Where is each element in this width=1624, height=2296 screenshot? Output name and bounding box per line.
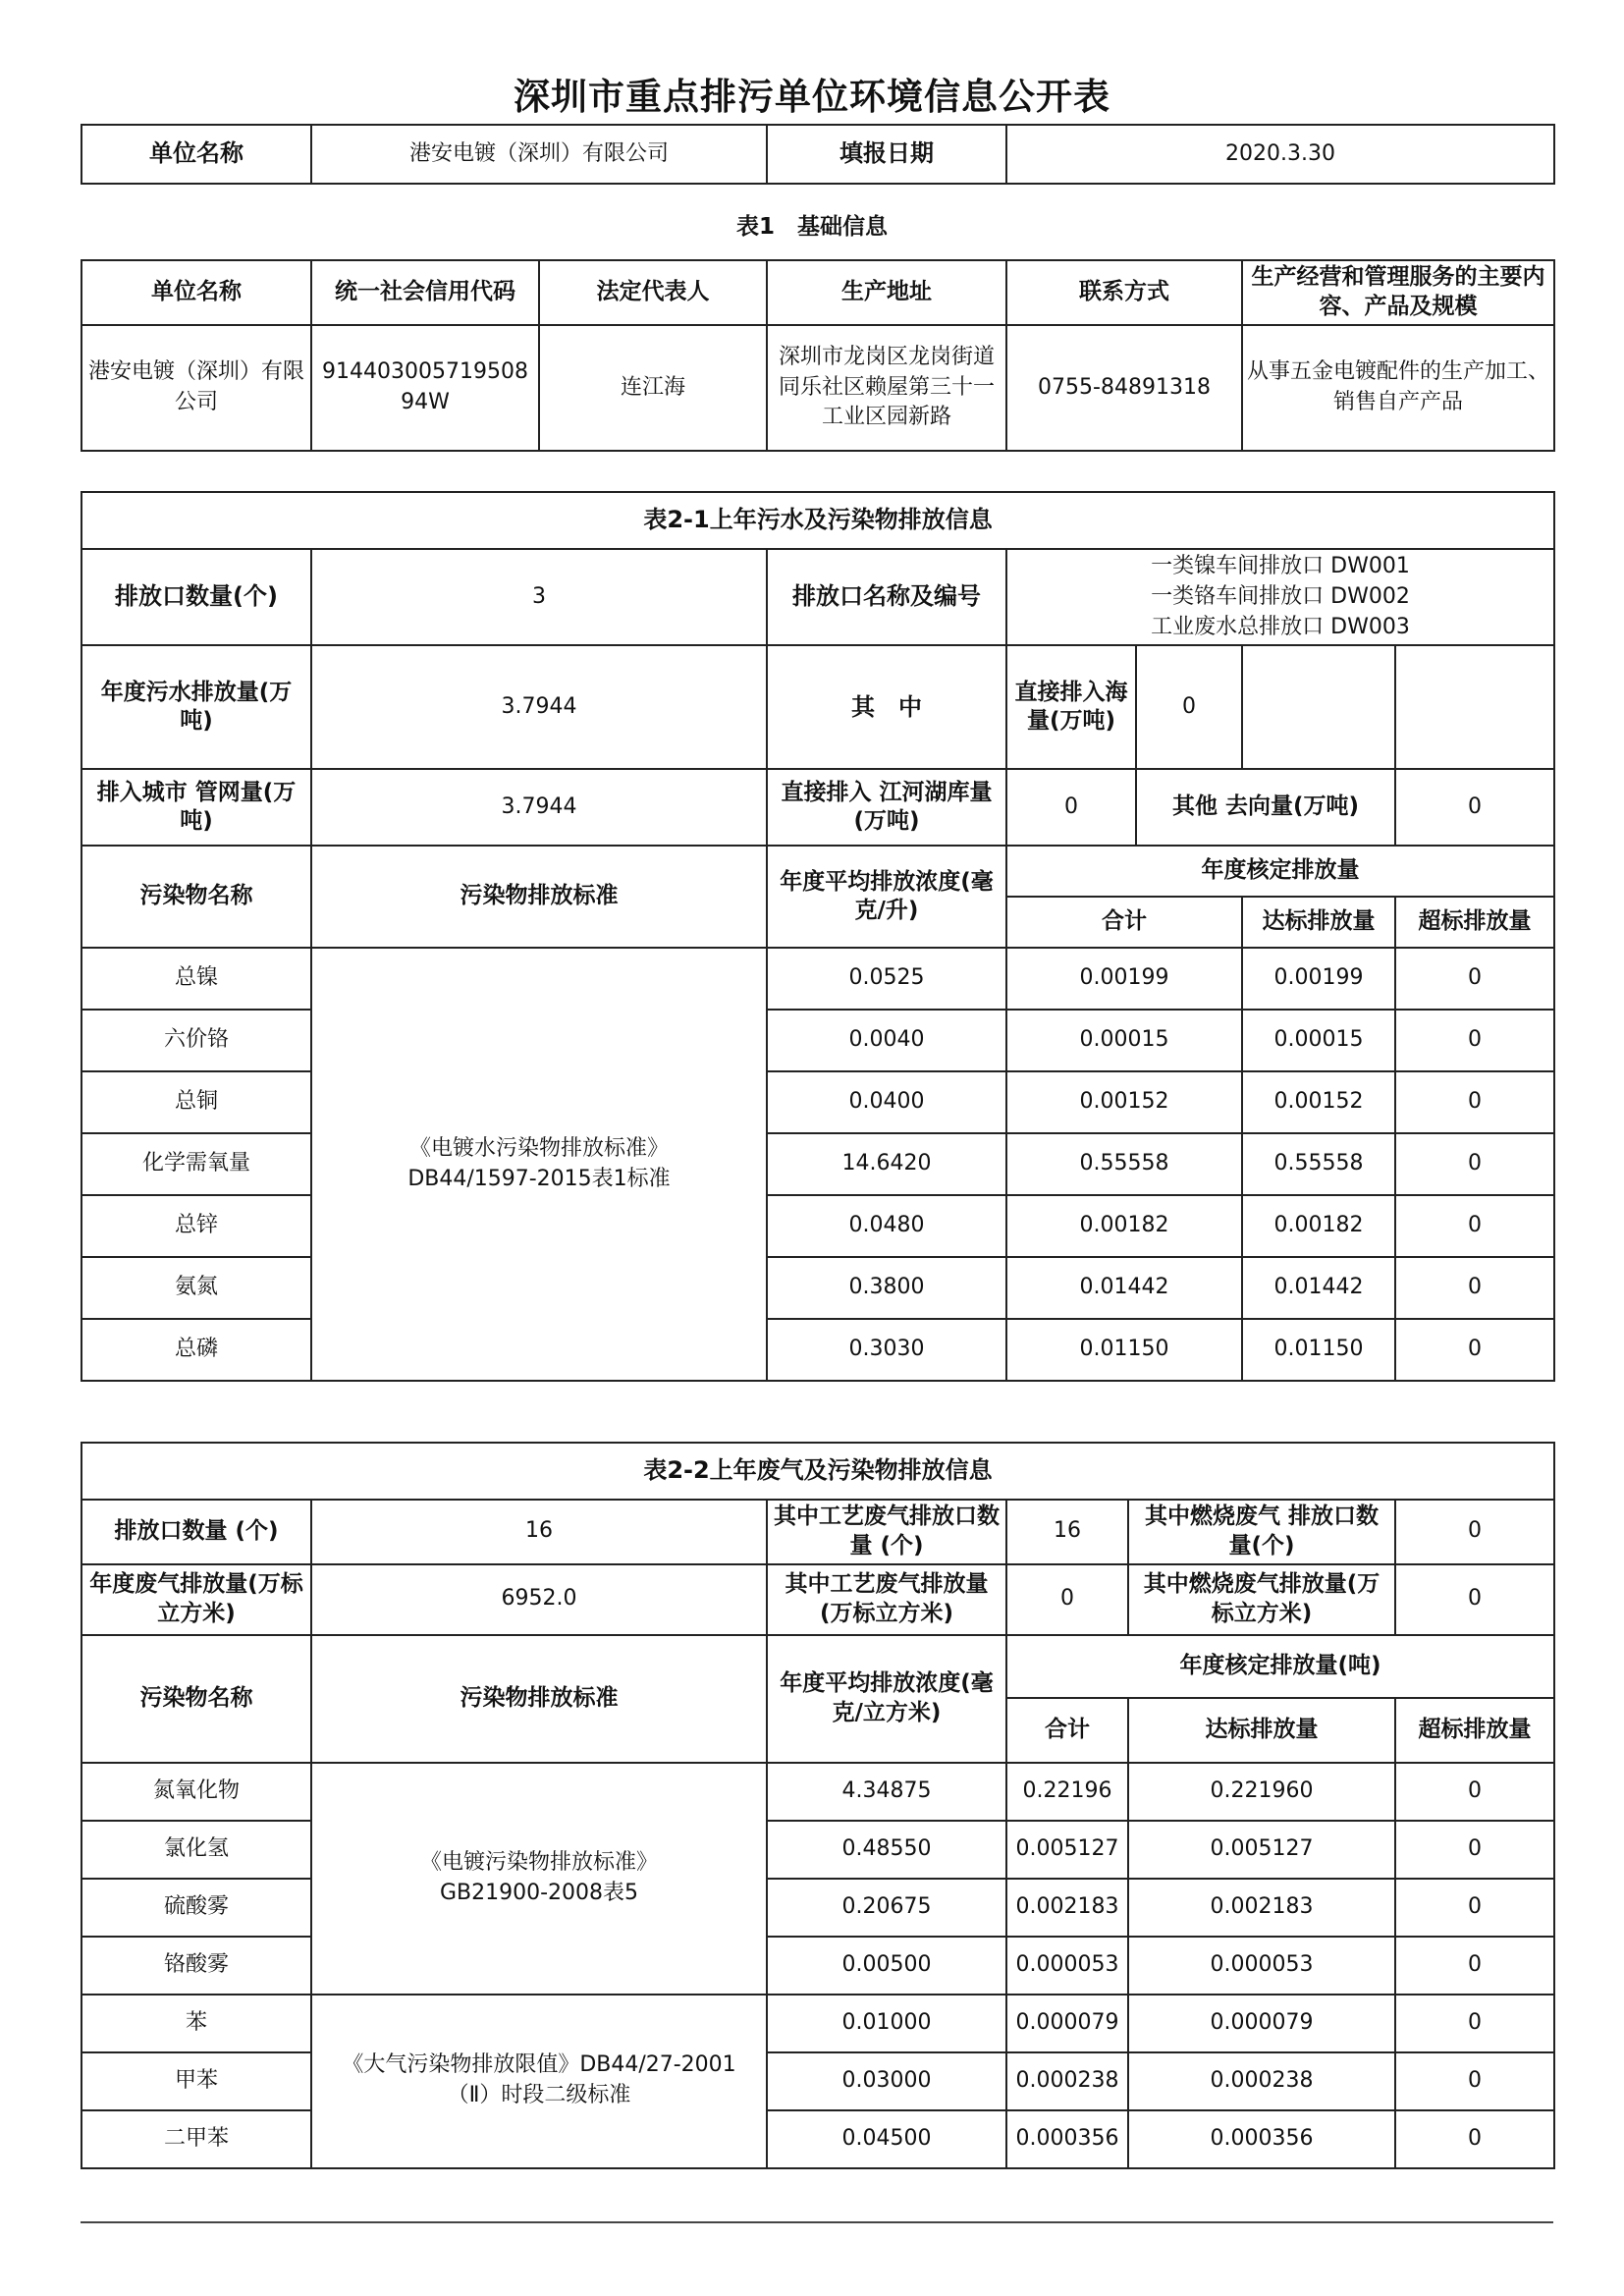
t21-col-pollutant: 污染物名称: [81, 846, 311, 948]
t21-total: 0.01442: [1006, 1257, 1242, 1319]
t21-pollutant-name: 氨氮: [81, 1257, 311, 1319]
table-row: [81, 2052, 1554, 2110]
t22-pollutant-name: 甲苯: [81, 2052, 311, 2110]
t21-exceed: 0: [1395, 1195, 1554, 1257]
t22-process-vol-label: 其中工艺废气排放量(万标立方米): [767, 1564, 1006, 1635]
t22-exceed: 0: [1395, 2110, 1554, 2168]
t21-sea-label: 直接排入海量(万吨): [1006, 645, 1136, 769]
t22-col-compliant: 达标排放量: [1128, 1698, 1395, 1763]
t22-col-pollutant: 污染物名称: [81, 1635, 311, 1763]
t21-sea-value: 0: [1136, 645, 1242, 769]
t22-standard-a: 《电镀污染物排放标准》GB21900-2008表5: [311, 1763, 767, 1995]
t22-compliant: 0.000356: [1128, 2110, 1395, 2168]
t1-business: 从事五金电镀配件的生产加工、销售自产产品: [1242, 325, 1554, 451]
t21-col-compliant: 达标排放量: [1242, 897, 1395, 948]
t21-river-label: 直接排入 江河湖库量 (万吨): [767, 769, 1006, 846]
t1-credit-code: 91440300571950894W: [311, 325, 539, 451]
t22-total: 0.000356: [1006, 2110, 1128, 2168]
t22-total: 0.000238: [1006, 2052, 1128, 2110]
t22-compliant: 0.005127: [1128, 1821, 1395, 1879]
t22-title: 表2-2上年废气及污染物排放信息: [81, 1443, 1554, 1500]
t22-pollutant-name: 铬酸雾: [81, 1937, 311, 1995]
t21-exceed: 0: [1395, 948, 1554, 1010]
table-row: [81, 1937, 1554, 1995]
t21-outlet-count-label: 排放口数量(个): [81, 549, 311, 645]
t22-outlet-count-label: 排放口数量 (个): [81, 1500, 311, 1564]
t21-outlet-list: [1006, 549, 1554, 645]
t22-conc: 4.34875: [767, 1763, 1006, 1821]
t21-title: 表2-1上年污水及污染物排放信息: [81, 492, 1554, 549]
t21-exceed: 0: [1395, 1071, 1554, 1133]
t21-annual-value: 3.7944: [311, 645, 767, 769]
t22-col-conc: 年度平均排放浓度(毫克/立方米): [767, 1635, 1006, 1763]
basic-info-table: [81, 259, 1555, 452]
t22-pollutant-name: 苯: [81, 1995, 311, 2052]
t1-header-contact: 联系方式: [1006, 260, 1242, 325]
t22-conc: 0.01000: [767, 1995, 1006, 2052]
t22-total: 0.005127: [1006, 1821, 1128, 1879]
t21-total: 0.00152: [1006, 1071, 1242, 1133]
t22-col-exceed: 超标排放量: [1395, 1698, 1554, 1763]
t21-conc: 0.0400: [767, 1071, 1006, 1133]
t22-exceed: 0: [1395, 1821, 1554, 1879]
t21-col-total: 合计: [1006, 897, 1242, 948]
table-row: [81, 948, 1554, 1010]
t21-blank-cell: [1395, 645, 1554, 769]
t21-compliant: 0.00182: [1242, 1195, 1395, 1257]
t21-municipal-value: 3.7944: [311, 769, 767, 846]
t22-pollutant-name: 二甲苯: [81, 2110, 311, 2168]
t21-outlet-item: 一类铬车间排放口 DW002: [1151, 583, 1410, 609]
t21-compliant: 0.00199: [1242, 948, 1395, 1010]
t21-total: 0.00015: [1006, 1010, 1242, 1071]
t1-header-legal-rep: 法定代表人: [539, 260, 767, 325]
t1-unit: 港安电镀（深圳）有限公司: [81, 325, 311, 451]
t22-conc: 0.04500: [767, 2110, 1006, 2168]
t21-exceed: 0: [1395, 1010, 1554, 1071]
t21-outlet-names-label: 排放口名称及编号: [767, 549, 1006, 645]
table-row: [81, 1010, 1554, 1071]
t1-header-business: 生产经营和管理服务的主要内容、产品及规模: [1242, 260, 1554, 325]
t21-pollutant-name: 总镍: [81, 948, 311, 1010]
table-row: [81, 1879, 1554, 1937]
t22-combustion-count-label: 其中燃烧废气 排放口数量(个): [1128, 1500, 1395, 1564]
t22-col-approved: 年度核定排放量(吨): [1006, 1635, 1554, 1698]
unit-name-label: 单位名称: [81, 125, 311, 184]
t21-outlet-item: 一类镍车间排放口 DW001: [1151, 554, 1410, 578]
t1-header-credit-code: 统一社会信用代码: [311, 260, 539, 325]
exhaust-gas-table: [81, 1442, 1555, 2169]
t1-header-address: 生产地址: [767, 260, 1006, 325]
t22-pollutant-name: 氯化氢: [81, 1821, 311, 1879]
t21-compliant: 0.55558: [1242, 1133, 1395, 1195]
t1-legal-rep: 连江海: [539, 325, 767, 451]
table-row: [81, 1319, 1554, 1381]
t22-pollutant-name: 氮氧化物: [81, 1763, 311, 1821]
t21-pollutant-name: 总磷: [81, 1319, 311, 1381]
table-row: [81, 1071, 1554, 1133]
t21-blank-cell: [1242, 645, 1395, 769]
t22-standard-b: 《大气污染物排放限值》DB44/27-2001（Ⅱ）时段二级标准: [311, 1995, 767, 2168]
t21-municipal-label: 排入城市 管网量(万吨): [81, 769, 311, 846]
t21-conc: 0.0480: [767, 1195, 1006, 1257]
t21-conc: 0.0040: [767, 1010, 1006, 1071]
table-row: [81, 1821, 1554, 1879]
t21-compliant: 0.00015: [1242, 1010, 1395, 1071]
page-title: 深圳市重点排污单位环境信息公开表: [514, 76, 1110, 118]
table-row: [81, 2110, 1554, 2168]
t22-compliant: 0.000079: [1128, 1995, 1395, 2052]
t21-standard: 《电镀水污染物排放标准》DB44/1597-2015表1标准: [311, 948, 767, 1381]
t22-annual-value: 6952.0: [311, 1564, 767, 1635]
table-row: [81, 1133, 1554, 1195]
date-label: 填报日期: [767, 125, 1006, 184]
t21-compliant: 0.01442: [1242, 1257, 1395, 1319]
unit-name-value: 港安电镀（深圳）有限公司: [311, 125, 767, 184]
t22-total: 0.000079: [1006, 1995, 1128, 2052]
t22-pollutant-name: 硫酸雾: [81, 1879, 311, 1937]
t21-among-label: 其 中: [767, 645, 1006, 769]
t22-total: 0.002183: [1006, 1879, 1128, 1937]
t22-outlet-count: 16: [311, 1500, 767, 1564]
t21-pollutant-name: 六价铬: [81, 1010, 311, 1071]
t22-combustion-vol-label: 其中燃烧废气排放量(万标立方米): [1128, 1564, 1395, 1635]
t21-outlet-item: 工业废水总排放口 DW003: [1151, 614, 1410, 639]
t22-compliant: 0.000053: [1128, 1937, 1395, 1995]
t22-process-vol: 0: [1006, 1564, 1128, 1635]
wastewater-table: [81, 491, 1555, 1382]
t22-exceed: 0: [1395, 1995, 1554, 2052]
t22-exceed: 0: [1395, 1937, 1554, 1995]
table-row: [81, 1995, 1554, 2052]
t21-col-conc: 年度平均排放浓度(毫克/升): [767, 846, 1006, 948]
table1-caption: 表1 基础信息: [735, 214, 888, 240]
t21-river-value: 0: [1006, 769, 1136, 846]
t22-col-standard: 污染物排放标准: [311, 1635, 767, 1763]
t21-total: 0.55558: [1006, 1133, 1242, 1195]
t22-conc: 0.20675: [767, 1879, 1006, 1937]
t21-col-standard: 污染物排放标准: [311, 846, 767, 948]
t21-exceed: 0: [1395, 1319, 1554, 1381]
table-row: [81, 1195, 1554, 1257]
t21-compliant: 0.00152: [1242, 1071, 1395, 1133]
table-row: [81, 1763, 1554, 1821]
t22-annual-label: 年度废气排放量(万标立方米): [81, 1564, 311, 1635]
t21-conc: 0.3030: [767, 1319, 1006, 1381]
t21-outlet-count: 3: [311, 549, 767, 645]
t22-col-total: 合计: [1006, 1698, 1128, 1763]
t21-pollutant-name: 化学需氧量: [81, 1133, 311, 1195]
t22-exceed: 0: [1395, 1879, 1554, 1937]
t22-conc: 0.48550: [767, 1821, 1006, 1879]
footer-rule: [81, 2221, 1553, 2223]
t21-pollutant-name: 总铜: [81, 1071, 311, 1133]
t21-annual-label: 年度污水排放量(万吨): [81, 645, 311, 769]
t21-col-approved: 年度核定排放量: [1006, 846, 1554, 897]
date-value: 2020.3.30: [1006, 125, 1554, 184]
t21-other-label: 其他 去向量(万吨): [1136, 769, 1395, 846]
t21-conc: 14.6420: [767, 1133, 1006, 1195]
t22-exceed: 0: [1395, 1763, 1554, 1821]
t22-compliant: 0.002183: [1128, 1879, 1395, 1937]
t22-process-count-label: 其中工艺废气排放口数量 (个): [767, 1500, 1006, 1564]
t21-conc: 0.0525: [767, 948, 1006, 1010]
t21-total: 0.00182: [1006, 1195, 1242, 1257]
t21-total: 0.01150: [1006, 1319, 1242, 1381]
t21-conc: 0.3800: [767, 1257, 1006, 1319]
t22-total: 0.22196: [1006, 1763, 1128, 1821]
t21-col-exceed: 超标排放量: [1395, 897, 1554, 948]
t1-address: 深圳市龙岗区龙岗街道同乐社区赖屋第三十一工业区园新路: [767, 325, 1006, 451]
t21-pollutant-name: 总锌: [81, 1195, 311, 1257]
t21-compliant: 0.01150: [1242, 1319, 1395, 1381]
t22-combustion-count: 0: [1395, 1500, 1554, 1564]
header-table: [81, 124, 1555, 185]
t22-total: 0.000053: [1006, 1937, 1128, 1995]
t22-combustion-vol: 0: [1395, 1564, 1554, 1635]
t22-compliant: 0.000238: [1128, 2052, 1395, 2110]
t22-conc: 0.00500: [767, 1937, 1006, 1995]
t22-exceed: 0: [1395, 2052, 1554, 2110]
t22-compliant: 0.221960: [1128, 1763, 1395, 1821]
table-row: [81, 1257, 1554, 1319]
t21-exceed: 0: [1395, 1133, 1554, 1195]
t21-total: 0.00199: [1006, 948, 1242, 1010]
t22-conc: 0.03000: [767, 2052, 1006, 2110]
t21-other-value: 0: [1395, 769, 1554, 846]
t22-process-count: 16: [1006, 1500, 1128, 1564]
t21-exceed: 0: [1395, 1257, 1554, 1319]
t1-contact: 0755-84891318: [1006, 325, 1242, 451]
t1-header-unit: 单位名称: [81, 260, 311, 325]
